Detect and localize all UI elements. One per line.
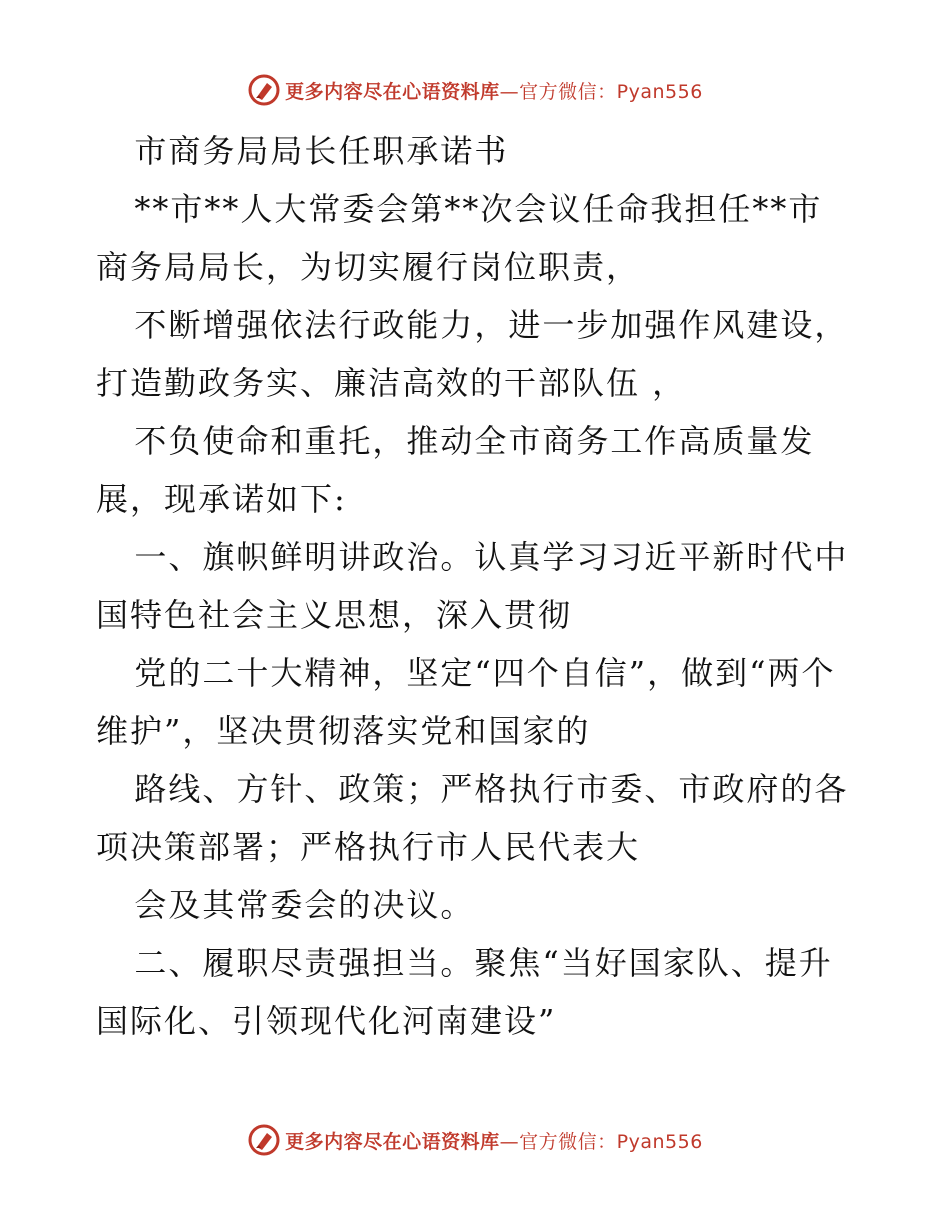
footer-brand-text: 更多内容尽在心语资料库 <box>285 1130 500 1153</box>
header-wechat-text: 官方微信：Pyan556 <box>519 80 703 103</box>
footer-separator: — <box>499 1130 520 1153</box>
paragraph-8: 二、履职尽责强担当。聚焦“当好国家队、提升国际化、引领现代化河南建设” <box>96 944 833 1040</box>
header-banner-text <box>285 77 703 104</box>
document-body <box>96 122 856 1050</box>
header-brand-text: 更多内容尽在心语资料库 <box>285 80 500 103</box>
paragraph-6: 路线、方针、政策；严格执行市委、市政府的各项决策部署；严格执行市人民代表大 <box>96 770 849 866</box>
paragraph-3: 不负使命和重托，推动全市商务工作高质量发展，现承诺如下: <box>96 422 815 518</box>
paragraph-4: 一、旗帜鲜明讲政治。认真学习习近平新时代中国特色社会主义思想，深入贯彻 <box>96 538 849 634</box>
pen-nib-logo-icon <box>247 73 281 107</box>
header-banner <box>0 70 950 110</box>
header-separator: — <box>499 80 520 103</box>
paragraph-7: 会及其常委会的决议。 <box>134 886 475 924</box>
footer-banner <box>0 1120 950 1160</box>
document-title: 市商务局局长任职承诺书 <box>134 132 509 170</box>
paragraph-1: **市**人大常委会第**次会议任命我担任**市商务局局长，为切实履行岗位职责， <box>96 190 823 286</box>
footer-banner-text <box>285 1127 703 1154</box>
footer-wechat-text: 官方微信：Pyan556 <box>519 1130 703 1153</box>
paragraph-2: 不断增强依法行政能力，进一步加强作风建设，打造勤政务实、廉洁高效的干部队伍 ， <box>96 306 849 402</box>
paragraph-5: 党的二十大精神，坚定“四个自信”，做到“两个维护”，坚决贯彻落实党和国家的 <box>96 654 836 750</box>
pen-nib-logo-icon <box>247 1123 281 1157</box>
